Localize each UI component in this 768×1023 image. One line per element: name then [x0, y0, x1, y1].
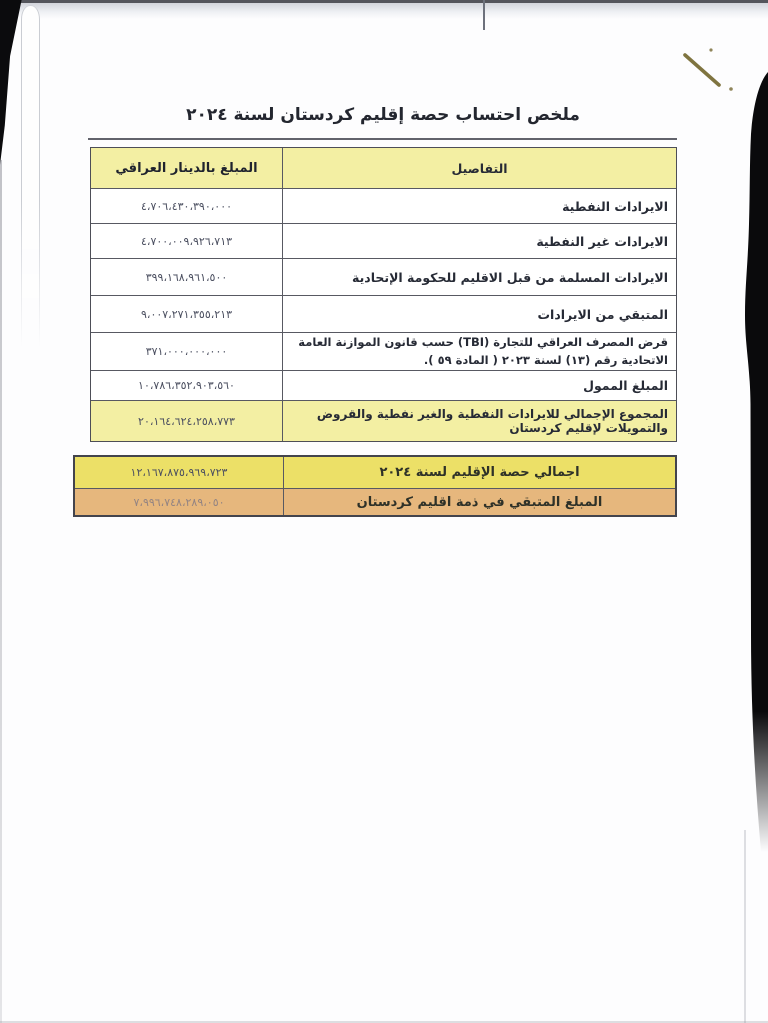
table-row-remaining-owed	[75, 488, 675, 515]
amount-cell: ٧،٩٩٦،٧٤٨،٢٨٩،٠٥٠	[75, 489, 284, 515]
registration-tick	[483, 0, 485, 30]
amount-cell: ١٠،٧٨٦،٣٥٢،٩٠٣،٥٦٠	[91, 371, 283, 400]
amount-cell: ١٢،١٦٧،٨٧٥،٩٦٩،٧٢٣	[75, 457, 284, 488]
details-cell: الايرادات النفطية	[562, 198, 668, 214]
scan-edge-line-right-lower	[744, 830, 746, 1023]
share-calculation-table	[90, 147, 677, 442]
details-cell: الايرادات المسلمة من قبل الاقليم للحكومة الإتحادية	[352, 269, 668, 285]
amount-cell: ٤،٧٠٦،٤٣٠،٣٩٠،٠٠٠	[91, 189, 283, 223]
details-cell: اجمالي حصة الإقليم لسنة ٢٠٢٤	[284, 457, 675, 488]
table-row-grand-total	[91, 400, 676, 441]
details-cell: الايرادات غير النفطية	[536, 233, 668, 249]
pen-checkmark	[676, 44, 740, 98]
table-row-non-oil-revenues	[91, 223, 676, 258]
page-title: ملخص احتساب حصة إقليم كردستان لسنة ٢٠٢٤	[186, 105, 580, 125]
amount-cell: ٣٧١،٠٠٠،٠٠٠،٠٠٠	[91, 333, 283, 370]
table-row-region-share-2024	[75, 457, 675, 488]
amount-cell: ٢٠،١٦٤،٦٢٤،٢٥٨،٧٧٣	[91, 401, 283, 441]
region-share-summary-table	[73, 455, 677, 517]
amount-cell: ٣٩٩،١٦٨،٩٦١،٥٠٠	[91, 259, 283, 295]
details-cell: قرض المصرف العراقي للتجارة (TBI) حسب قانون الموازنة العامة الاتحادية رقم (١٣) لسنة ٢٠٢٣ ( المادة ٥٩ ).	[298, 334, 668, 367]
paper-fold-strip	[21, 5, 40, 361]
title-underline	[88, 138, 677, 140]
amount-cell: ٩،٠٠٧،٢٧١،٣٥٥،٢١٣	[91, 296, 283, 332]
amount-cell: ٤،٧٠٠،٠٠٩،٩٢٦،٧١٣	[91, 224, 283, 258]
details-cell: المبلغ الممول	[583, 378, 668, 393]
scan-edge-shadow-right	[738, 72, 768, 862]
table-row-tbi-loan	[91, 332, 676, 370]
scan-shadow-band-top	[0, 3, 768, 19]
table-row-oil-revenues	[91, 188, 676, 223]
details-cell: المجموع الإجمالي للايرادات النفطية والغير نفطية والقروض والتمويلات لإقليم كردستان	[283, 401, 676, 441]
details-cell: المتبقي من الايرادات	[537, 306, 668, 322]
table-row-remaining-revenues	[91, 295, 676, 332]
scan-edge-line-left	[0, 160, 2, 1023]
table-row-delivered-revenues	[91, 258, 676, 295]
table-header-row	[91, 148, 676, 188]
amount-column-header: المبلغ بالدينار العراقي	[91, 148, 283, 188]
table-row-funded-amount	[91, 370, 676, 400]
details-column-header: التفاصيل	[283, 148, 676, 188]
details-cell: المبلغ المتبقي في ذمة اقليم كردستان	[284, 489, 675, 515]
